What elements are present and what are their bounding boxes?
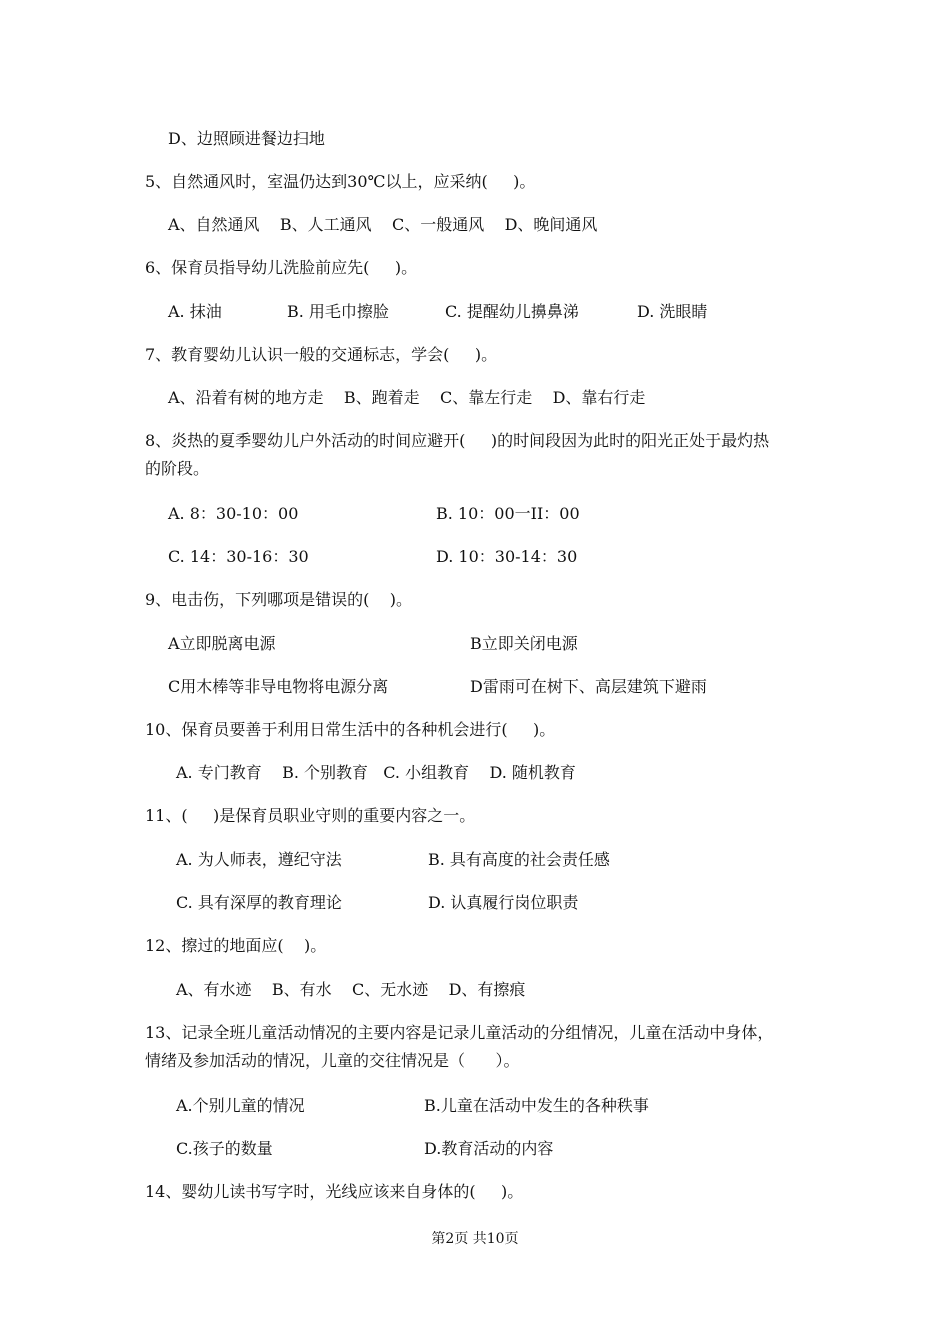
question-12-options: A、有水迹 B、有水 C、无水迹 D、有擦痕 [176, 980, 526, 999]
option-line-d: D、边照顾进餐边扫地 [168, 129, 325, 148]
question-9: 9、电击伤，下列哪项是错误的( )。 [145, 590, 413, 609]
question-9-option-c: C用木棒等非导电物将电源分离 [168, 677, 389, 696]
question-6: 6、保育员指导幼儿洗脸前应先( )。 [145, 258, 418, 277]
question-12: 12、擦过的地面应( )。 [145, 936, 327, 955]
question-9-option-b: B立即关闭电源 [470, 634, 578, 653]
question-13-option-b: B.儿童在活动中发生的各种秩事 [424, 1096, 649, 1115]
question-11-option-c: C. 具有深厚的教育理论 [176, 893, 342, 912]
question-8-option-a: A. 8：30-10：00 [168, 504, 299, 523]
question-8-line-2: 的阶段。 [145, 459, 210, 478]
question-7: 7、教育婴幼儿认识一般的交通标志，学会( )。 [145, 345, 498, 364]
question-8-line-1: 8、炎热的夏季婴幼儿户外活动的时间应避开( )的时间段因为此时的阳光正处于最灼热 [145, 431, 770, 450]
question-8-option-d: D. 10：30-14：30 [436, 547, 578, 566]
question-8-option-c: C. 14：30-16：30 [168, 547, 309, 566]
question-11-option-d: D. 认真履行岗位职责 [428, 893, 579, 912]
question-14: 14、婴幼儿读书写字时，光线应该来自身体的( )。 [145, 1182, 524, 1201]
question-13-option-a: A.个别儿童的情况 [176, 1096, 305, 1115]
question-13-option-d: D.教育活动的内容 [424, 1139, 554, 1158]
page-footer: 第2页 共10页 [431, 1231, 519, 1247]
question-6-option-c: C. 提醒幼儿擤鼻涕 [445, 302, 579, 321]
question-6-option-a: A. 抹油 [168, 302, 222, 321]
question-9-option-d: D雷雨可在树下、高层建筑下避雨 [470, 677, 707, 696]
question-11: 11、( )是保育员职业守则的重要内容之一。 [145, 806, 476, 825]
question-8-option-b: B. 10：00一II：00 [436, 504, 580, 523]
question-6-option-d: D. 洗眼睛 [637, 302, 708, 321]
question-10-options: A. 专门教育 B. 个别教育 C. 小组教育 D. 随机教育 [176, 763, 576, 782]
question-11-option-b: B. 具有高度的社会责任感 [428, 850, 610, 869]
question-10: 10、保育员要善于利用日常生活中的各种机会进行( )。 [145, 720, 556, 739]
question-13-option-c: C.孩子的数量 [176, 1139, 273, 1158]
question-11-option-a: A. 为人师表，遵纪守法 [176, 850, 342, 869]
question-6-option-b: B. 用毛巾擦脸 [287, 302, 389, 321]
question-5-options: A、自然通风 B、人工通风 C、一般通风 D、晚间通风 [168, 215, 598, 234]
question-13-line-2: 情绪及参加活动的情况，儿童的交往情况是（ ）。 [145, 1051, 520, 1070]
question-5: 5、自然通风时，室温仍达到30℃以上，应采纳( )。 [145, 172, 536, 191]
question-9-option-a: A立即脱离电源 [168, 634, 276, 653]
question-7-options: A、沿着有树的地方走 B、跑着走 C、靠左行走 D、靠右行走 [168, 388, 646, 407]
question-13-line-1: 13、记录全班儿童活动情况的主要内容是记录儿童活动的分组情况，儿童在活动中身体， [145, 1023, 774, 1042]
